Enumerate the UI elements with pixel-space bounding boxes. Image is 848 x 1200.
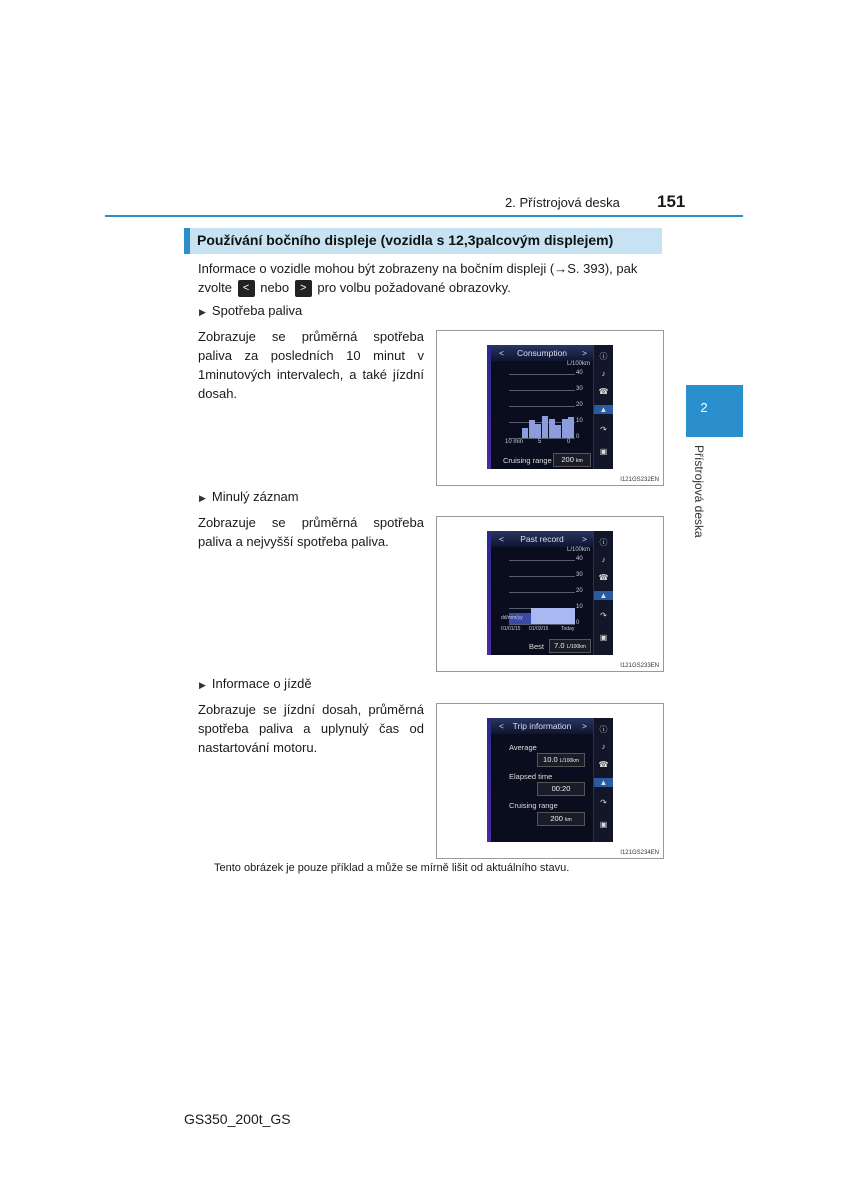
figure-caption: I121GS233EN <box>620 663 659 669</box>
next-icon: > <box>582 348 587 358</box>
intro-paragraph <box>198 259 660 297</box>
footer-value-box <box>553 453 591 467</box>
chart-bar <box>562 419 568 438</box>
item-heading: ▶ Informace o jízdě <box>199 676 312 691</box>
section-title: Používání bočního displeje (vozidla s 12,3palcovým displejem) <box>197 232 614 248</box>
phone-icon: ☎ <box>598 573 609 582</box>
chart-bar <box>535 424 541 438</box>
item-heading: ▶ Spotřeba paliva <box>199 303 303 318</box>
left-key-icon: < <box>238 280 255 297</box>
phone-icon: ☎ <box>598 760 609 769</box>
y-tick: 0 <box>576 434 580 440</box>
prev-icon: < <box>499 348 504 358</box>
item-heading: ▶ Minulý záznam <box>199 489 299 504</box>
next-icon: > <box>582 721 587 731</box>
y-tick: 10 <box>576 418 583 424</box>
row-value-box <box>537 812 585 826</box>
screen-header <box>491 531 593 547</box>
item-description: Zobrazuje se jízdní dosah, průměrná spotřeba paliva a uplynulý čas od nastartování motoru. <box>198 702 424 755</box>
footer-label: Best <box>529 642 545 651</box>
route-icon: ↷ <box>600 611 607 620</box>
screen-header <box>491 718 593 734</box>
display-icon: ▣ <box>599 820 608 829</box>
consumption-figure <box>436 330 664 486</box>
next-icon: > <box>582 534 587 544</box>
display-icon: ▣ <box>599 633 608 642</box>
chart-bar <box>529 420 535 438</box>
chart-bar <box>553 608 575 624</box>
prev-icon: < <box>499 534 504 544</box>
footer-unit: km <box>575 458 583 464</box>
info-icon: ⓘ <box>599 538 608 547</box>
date-format-label: dd/mm/yy <box>501 615 523 621</box>
row-value-box <box>537 753 585 767</box>
footer-value-box <box>549 639 591 653</box>
bullet-triangle-icon: ▶ <box>199 307 206 317</box>
screen-title: Trip information <box>512 721 572 731</box>
footnote: Tento obrázek je pouze příklad a může se mírně lišit od aktuálního stavu. <box>214 862 570 874</box>
prev-icon: < <box>499 721 504 731</box>
chapter-tab-label: Přístrojová deska <box>692 445 706 538</box>
footer-value: 200 <box>561 455 574 464</box>
x-label: 5 <box>538 439 542 445</box>
page-number: 151 <box>657 192 686 211</box>
x-label: Today <box>561 626 575 632</box>
bullet-triangle-icon: ▶ <box>199 493 206 503</box>
car-icon: ▲ <box>594 405 613 414</box>
chapter-tab-number: 2 <box>700 400 708 415</box>
row-label: Average <box>509 743 537 752</box>
phone-icon: ☎ <box>598 387 609 396</box>
music-icon: ♪ <box>601 555 606 564</box>
unit-label: L/100km <box>567 361 591 367</box>
y-tick: 30 <box>576 386 583 392</box>
intro-text-2: nebo <box>260 280 290 295</box>
bullet-triangle-icon: ▶ <box>199 680 206 690</box>
y-tick: 20 <box>576 588 583 594</box>
x-label: 01/01/15 <box>501 626 521 632</box>
screen-title: Past record <box>520 534 564 544</box>
item-description: Zobrazuje se průměrná spotřeba paliva za posledních 10 minut v 1minutových intervalech, a také jízdní dosah. <box>198 329 424 401</box>
car-icon: ▲ <box>594 778 613 787</box>
row-value: 200 <box>550 814 563 823</box>
chapter-title: 2. Přístrojová deska <box>505 195 620 210</box>
screen-sidebar <box>593 345 613 469</box>
footer-unit: L/100km <box>566 644 586 650</box>
y-tick: 30 <box>576 572 583 578</box>
music-icon: ♪ <box>601 742 606 751</box>
row-value: 00:20 <box>551 784 571 793</box>
y-tick: 10 <box>576 604 583 610</box>
chart-bar <box>542 416 548 438</box>
footer-value: 7.0 <box>554 641 565 650</box>
header-rule <box>105 215 743 217</box>
screen-header <box>491 345 593 361</box>
chart-bar <box>522 428 528 438</box>
y-tick: 40 <box>576 556 583 562</box>
consumption-screen <box>487 345 613 469</box>
figure-caption: I121GS234EN <box>620 850 659 856</box>
row-unit: km <box>564 817 572 823</box>
y-tick: 20 <box>576 402 583 408</box>
trip-info-figure <box>436 703 664 859</box>
row-label: Cruising range <box>509 801 558 810</box>
x-label: 01/03/15 <box>529 626 549 632</box>
footer-label: Cruising range <box>503 456 552 465</box>
intro-text-1: Informace o vozidle mohou být zobrazeny na bočním displeji (→S. 393), pak zvolte <box>198 261 638 295</box>
screen-title: Consumption <box>516 348 568 358</box>
chart-bar <box>555 425 561 438</box>
row-value-box <box>537 782 585 796</box>
figure-caption: I121GS232EN <box>620 477 659 483</box>
item-description: Zobrazuje se průměrná spotřeba paliva a nejvyšší spotřeba paliva. <box>198 515 424 549</box>
row-value: 10.0 <box>543 755 558 764</box>
past-record-screen <box>487 531 613 655</box>
trip-info-screen <box>487 718 613 842</box>
screen-sidebar <box>593 718 613 842</box>
route-icon: ↷ <box>600 425 607 434</box>
footer-model-code: GS350_200t_GS <box>184 1111 291 1127</box>
x-label: 10 min <box>505 439 524 445</box>
right-key-icon: > <box>295 280 312 297</box>
chart-bar <box>531 608 553 624</box>
route-icon: ↷ <box>600 798 607 807</box>
display-icon: ▣ <box>599 447 608 456</box>
past-record-figure <box>436 516 664 672</box>
row-label: Elapsed time <box>509 772 553 781</box>
section-heading-accent <box>184 228 190 254</box>
chart-bar <box>568 417 574 438</box>
music-icon: ♪ <box>601 369 606 378</box>
y-tick: 40 <box>576 370 583 376</box>
y-tick: 0 <box>576 620 580 626</box>
screen-sidebar <box>593 531 613 655</box>
chart-bar <box>549 419 555 438</box>
info-icon: ⓘ <box>599 352 608 361</box>
x-label: 0 <box>567 439 571 445</box>
info-icon: ⓘ <box>599 725 608 734</box>
car-icon: ▲ <box>594 591 613 600</box>
intro-text-3: pro volbu požadované obrazovky. <box>317 280 511 295</box>
row-unit: L/100km <box>559 758 579 764</box>
unit-label: L/100km <box>567 547 591 553</box>
